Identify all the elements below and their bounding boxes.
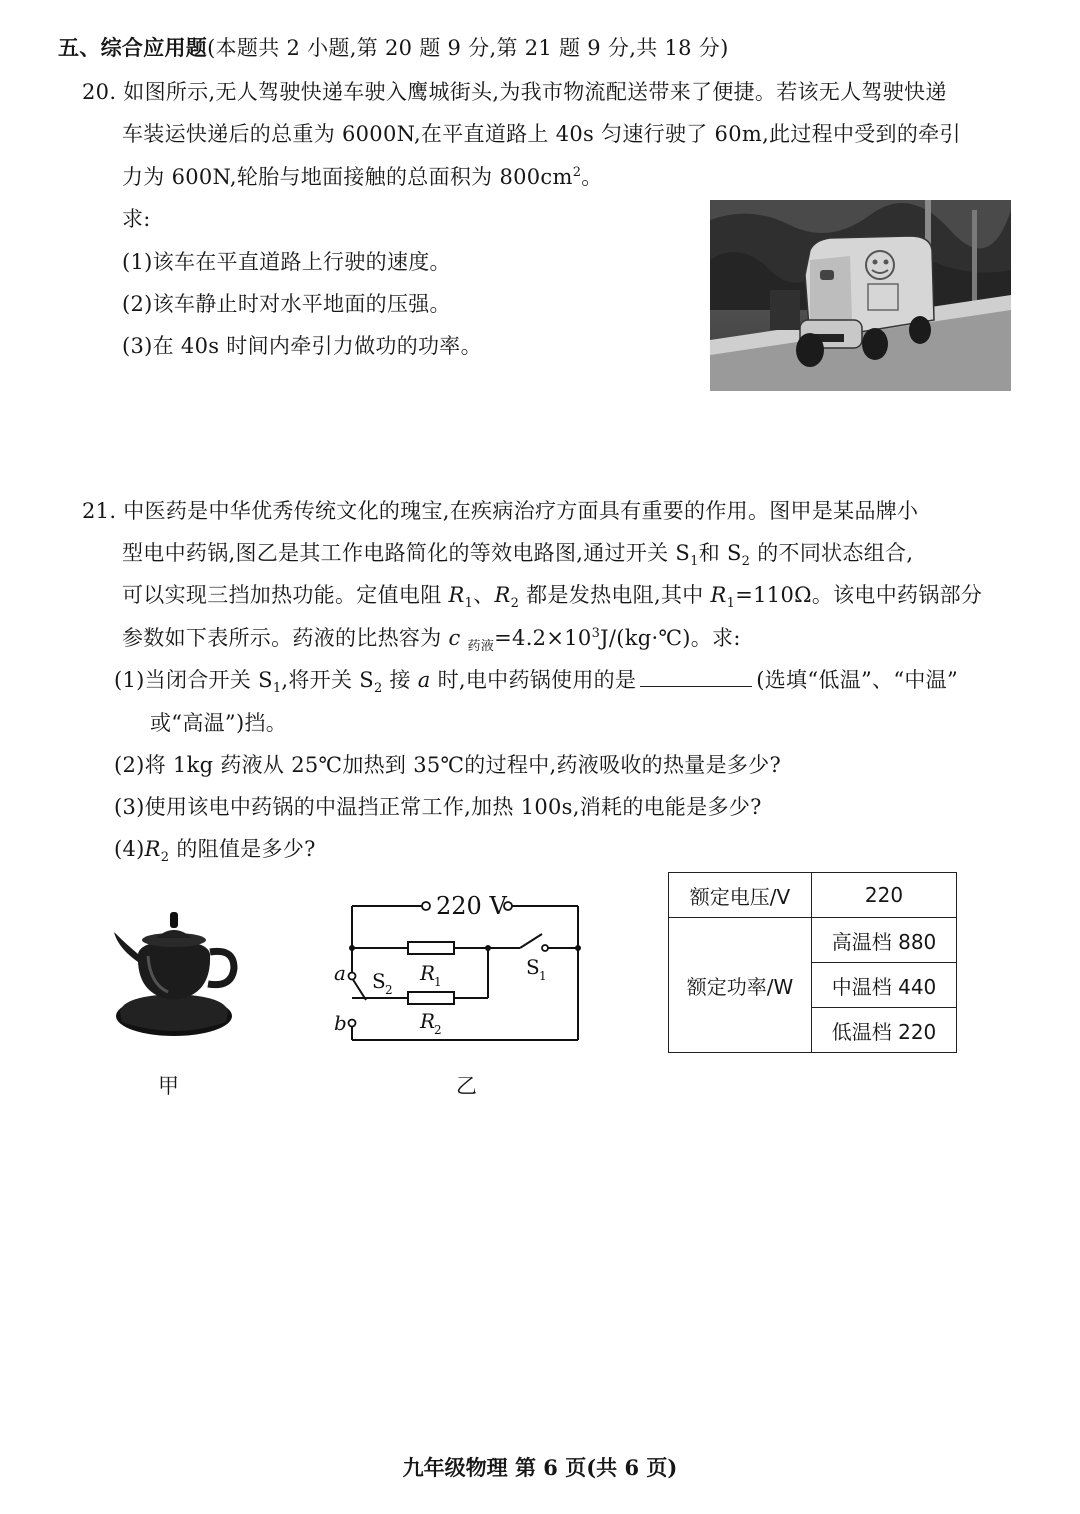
resistor-r2-index: 2: [434, 1023, 442, 1037]
q20-area-sup: 2: [572, 165, 582, 180]
mid-power-cell: 中温档 440: [812, 963, 957, 1008]
switch-s1-letter: S: [526, 955, 540, 979]
resistor-r1-index: 1: [434, 975, 442, 989]
q20-line3-end: 。: [581, 165, 603, 189]
q21-sub4-R: R: [144, 837, 161, 861]
table-row-high: [669, 918, 957, 963]
q21-line2-text-a: 型电中药锅,图乙是其工作电路简化的等效电路图,通过开关 S: [122, 541, 691, 565]
q21-line2-sub2: 2: [741, 554, 751, 570]
q21-sub4-text-a: (4): [114, 837, 145, 861]
q21-line4: [122, 624, 741, 655]
q21-line4-sup: 3: [591, 626, 601, 641]
q21-line3-text-c: =110Ω。该电中药锅部分: [735, 583, 983, 607]
q21-sub3: (3)使用该电中药锅的中温挡正常工作,加热 100s,消耗的电能是多少?: [114, 795, 762, 819]
switch-s2-letter: S: [372, 969, 386, 993]
answer-blank[interactable]: [640, 666, 752, 687]
q21-line3-text-a: 可以实现三挡加热功能。定值电阻: [122, 583, 449, 607]
q21-sub1-cont: 或“高温”)挡。: [150, 711, 288, 735]
q21-line3-text-b: 都是发热电阻,其中: [519, 583, 711, 607]
low-power-cell: 低温档 220: [812, 1008, 957, 1053]
q20-line3: [122, 163, 603, 191]
q21-line4-text-b: =4.2×10: [494, 626, 592, 650]
terminal-b-label: b: [334, 1011, 347, 1035]
q21-sub1-text-d: 时,电中药锅使用的是: [430, 668, 637, 692]
page-footer: 九年级物理 第 6 页(共 6 页): [402, 1455, 678, 1480]
q21-line3-R1-again: R: [710, 583, 727, 607]
resistor-r1-letter: R: [420, 961, 436, 985]
section-header: [58, 34, 729, 62]
q20-line3-text: 力为 600N,轮胎与地面接触的总面积为 800cm: [122, 165, 573, 189]
q21-line2-text-c: 的不同状态组合,: [750, 541, 914, 565]
switch-s1-index: 1: [539, 969, 547, 983]
terminal-a-label: a: [334, 961, 346, 985]
q21-line4-c-sub: 药液: [467, 639, 495, 655]
q21-line3-sep: 、: [473, 583, 495, 607]
q20-ask: 求:: [122, 207, 151, 231]
q21-sub1-text-c: 接: [382, 668, 418, 692]
q21-line4-text-d: J/(kg·℃)。求:: [600, 626, 741, 650]
q21-sub1-text-b: ,将开关 S: [281, 668, 374, 692]
voltage-label-cell: 额定电压/V: [669, 873, 812, 918]
q20-sub3: (3)在 40s 时间内牵引力做功的功率。: [122, 334, 482, 358]
q21-line1: 21. 中医药是中华优秀传统文化的瑰宝,在疾病治疗方面具有重要的作用。图甲是某品牌小: [82, 499, 919, 523]
q20-sub1: (1)该车在平直道路上行驶的速度。: [122, 250, 451, 274]
q21-line3-R1: R: [448, 583, 465, 607]
q21-line3: [122, 581, 983, 612]
q20-line2: 车装运快递后的总重为 6000N,在平直道路上 40s 匀速行驶了 60m,此过程中受到的牵引: [122, 122, 961, 146]
switch-s2-index: 2: [385, 983, 393, 997]
table-row-voltage: [669, 873, 957, 918]
q21-line3-R2: R: [494, 583, 511, 607]
high-power-cell: 高温档 880: [812, 918, 957, 963]
q21-sub1-s2: 2: [373, 681, 383, 697]
voltage-value-cell: 220: [812, 873, 957, 918]
q21-line2-sub1: 1: [690, 554, 699, 570]
q21-sub4: [114, 835, 316, 866]
delivery-vehicle-photo: [710, 200, 1011, 391]
caption-jia: 甲: [158, 1074, 179, 1098]
q21-line3-r1-sub-again: 1: [726, 596, 736, 612]
section-title: 五、综合应用题: [58, 35, 208, 60]
q20-line1: 20. 如图所示,无人驾驶快递车驶入鹰城街头,为我市物流配送带来了便捷。若该无人驾驶快递: [82, 80, 947, 104]
q21-line3-r1-sub: 1: [464, 596, 474, 612]
herbal-pot-image: [108, 904, 246, 1044]
parameter-table: [668, 872, 957, 1053]
q21-sub1-text-e: (选填“低温”、“中温”: [756, 668, 959, 692]
power-label-cell: 额定功率/W: [669, 918, 812, 1053]
q21-sub1-a: a: [417, 668, 431, 692]
circuit-voltage-label: 220 V: [436, 892, 507, 920]
section-note: (本题共 2 小题,第 20 题 9 分,第 21 题 9 分,共 18 分): [207, 36, 729, 60]
q21-line4-text-a: 参数如下表所示。药液的比热容为: [122, 626, 449, 650]
q21-sub1-text-a: (1)当闭合开关 S: [114, 668, 273, 692]
q21-sub4-sub: 2: [160, 850, 170, 866]
resistor-r2-letter: R: [420, 1009, 436, 1033]
q21-sub4-text-b: 的阻值是多少?: [169, 837, 316, 861]
q21-sub1-s1: 1: [272, 681, 282, 697]
q21-line2-text-b: 和 S: [698, 541, 742, 565]
q21-sub2: (2)将 1kg 药液从 25℃加热到 35℃的过程中,药液吸收的热量是多少?: [114, 753, 782, 777]
caption-yi: 乙: [456, 1074, 477, 1098]
q21-line4-c: c: [448, 626, 461, 650]
q21-line3-r2-sub: 2: [510, 596, 520, 612]
q20-sub2: (2)该车静止时对水平地面的压强。: [122, 292, 451, 316]
q21-line2: [122, 539, 914, 570]
q21-sub1: [114, 666, 959, 697]
circuit-diagram: [330, 882, 600, 1052]
